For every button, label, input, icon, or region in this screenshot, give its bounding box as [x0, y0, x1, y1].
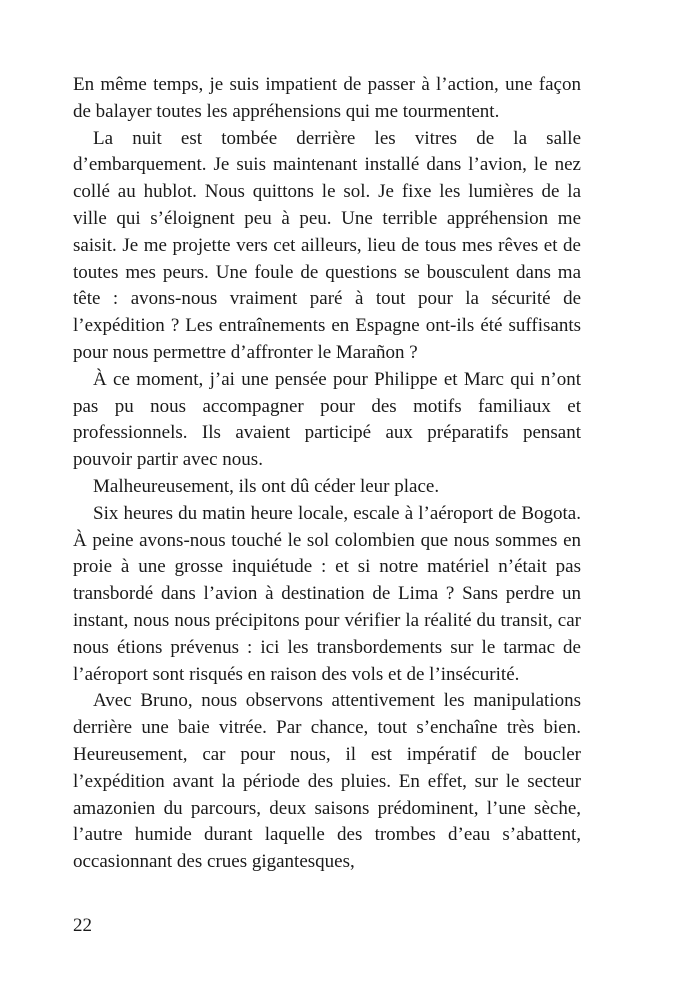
page-body	[73, 72, 581, 876]
paragraph: Six heures du matin heure locale, escale à l’aéroport de Bogota. À peine avons-nous touché le sol colombien que nous sommes en proie à une grosse inquiétude : et si notre matériel n’était pas transbordé dans l’avion à destination de Lima ? Sans perdre un instant, nous nous précipitons pour vérifier la réalité du transit, car nous étions prévenus : ici les transbordements sur le tarmac de l’aéroport sont risqués en raison des vols et de l’insécurité.	[73, 502, 581, 685]
page-number: 22	[73, 915, 92, 936]
paragraph: Avec Bruno, nous observons attentivement les manipulations derrière une baie vitrée. Par chance, tout s’enchaîne très bien. Heureusement, car pour nous, il est impératif de boucler l’expédition avant la période des pluies. En effet, sur le secteur amazonien du parcours, deux saisons prédominent, l’une sèche, l’autre humide durant laquelle des trombes d’eau s’abattent, occasionnant des crues gigantesques,	[73, 690, 581, 873]
paragraph: En même temps, je suis impatient de passer à l’action, une façon de balayer toutes les appréhensions qui me tourmentent.	[73, 74, 581, 122]
paragraph: La nuit est tombée derrière les vitres de la salle d’embarquement. Je suis maintenant installé dans l’avion, le nez collé au hublot. Nous quittons le sol. Je fixe les lumières de la ville qui s’éloignent peu à peu. Une terrible appréhension me saisit. Je me projette vers cet ailleurs, lieu de tous mes rêves et de toutes mes peurs. Une foule de questions se bousculent dans ma tête : avons-nous vraiment paré à tout pour la sécurité de l’expédition ? Les entraînements en Espagne ont-ils été suffisants pour nous permettre d’affronter le Marañon ?	[73, 127, 581, 363]
paragraph: À ce moment, j’ai une pensée pour Philippe et Marc qui n’ont pas pu nous accompagner pour des motifs familiaux et professionnels. Ils avaient participé aux préparatifs pensant pouvoir partir avec nous.	[73, 368, 581, 471]
paragraph: Malheureusement, ils ont dû céder leur place.	[93, 475, 440, 497]
